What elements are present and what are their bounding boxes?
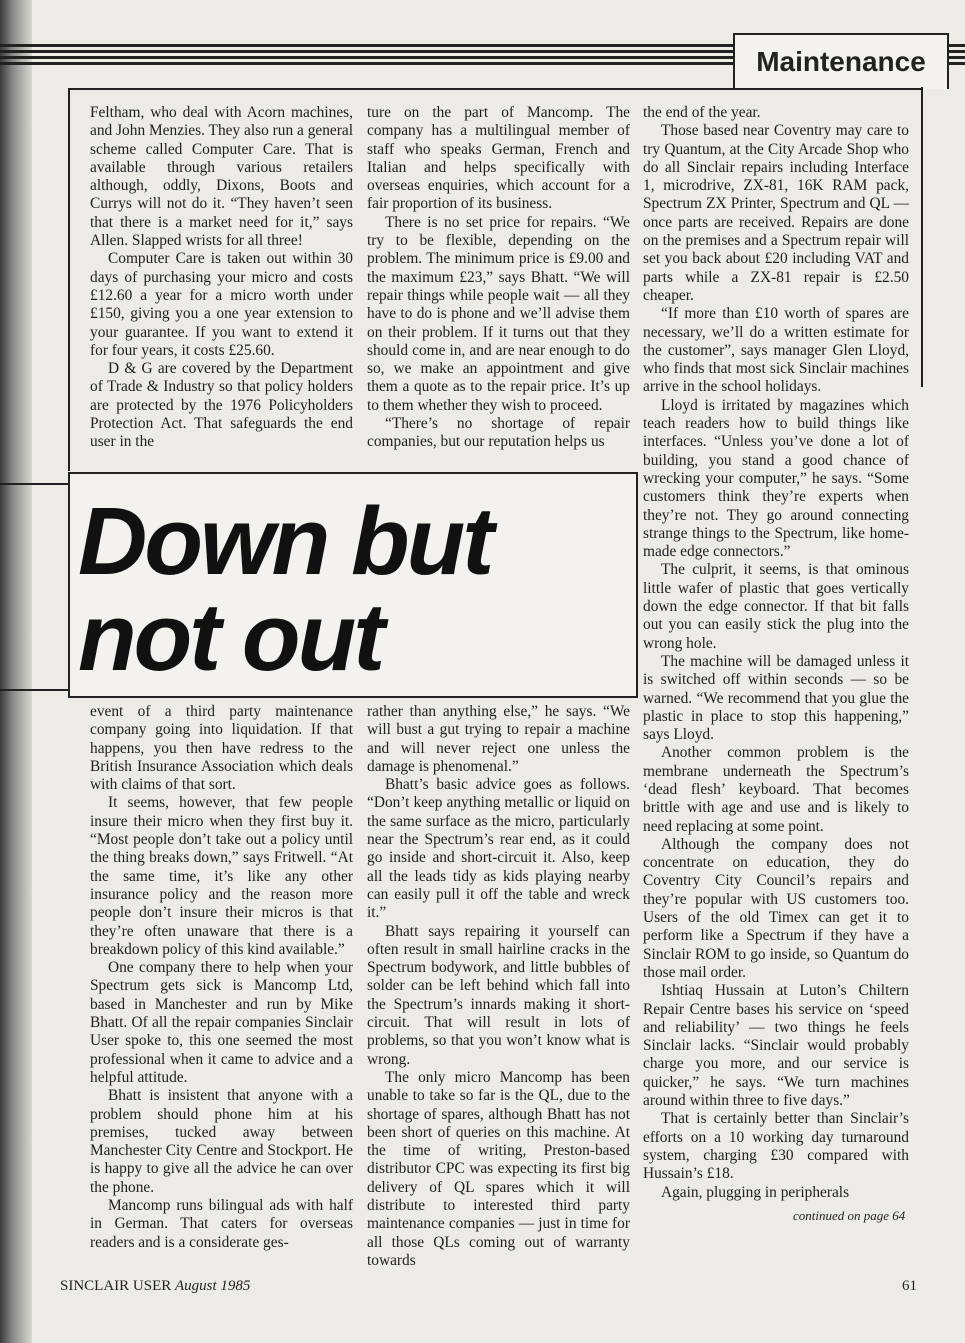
issue-date: August 1985	[175, 1278, 251, 1294]
paragraph: There is no set price for repairs. “We try to be flexible, depending on the problem. The minimum price is £9.00 and the maximum £23,” says Bhatt. “We will repair things while people wait — all they have to do is phone and we’ll advise them on their problem. If it turns out that they should come in, and are near enough to do so, we make an appointment and give them a quote as to the repair price. It’s up to them whether they wish to proceed.	[367, 213, 630, 414]
right-column	[643, 104, 909, 1202]
paragraph: “If more than £10 worth of spares are necessary, we’ll do a written estimate for the customer”, says manager Glen Lloyd, who finds that most sick Sinclair machines arrive in the school holidays.	[643, 305, 909, 396]
paragraph: D & G are covered by the Department of Trade & Industry so that policy holders are protected by the 1976 Policyholders Protection Act. That safeguards the end user in the	[90, 360, 353, 451]
paragraph: “There’s no shortage of repair companies, but our reputation helps us	[367, 415, 630, 451]
paragraph: Again, plugging in peripherals	[661, 1183, 850, 1201]
continued-note: continued on page 64	[793, 1208, 906, 1223]
paragraph: Bhatt says repairing it yourself can often result in small hairline cracks in the Spectrum bodywork, and little bubbles of solder can be left behind which fall into the Spectrum’s innards making it short-circuit. That will result in lots of problems, so that you won’t know what is wrong.	[367, 922, 630, 1068]
bottom-column-1	[90, 703, 353, 1252]
headline-rule-bottom	[0, 689, 70, 691]
paragraph: ture on the part of Mancomp. The company has a multilingual member of staff who speaks German, French and Italian and helps specifically with overseas enquiries, which account for a fair proportion of its business.	[367, 104, 630, 213]
paragraph: The machine will be damaged unless it is switched off within seconds — so be warned. “We recommend that you glue the plastic in place to stop this happening,” says Lloyd.	[643, 652, 909, 744]
paragraph: One company there to help when your Spectrum gets sick is Mancomp Ltd, based in Manchester and run by Mike Bhatt. Of all the repair companies Sinclair User spoke to, this one seemed the most professional when it came to advice and a helpful attitude.	[90, 959, 353, 1086]
bottom-column-2	[367, 703, 630, 1270]
footer-magazine	[60, 1278, 250, 1295]
headline-line-2: not out	[78, 584, 383, 691]
paragraph: Although the company does not concentrate on education, they do Coventry City Council’s repairs and they’re popular with US customers too. Users of the old Timex can get it to perform like a Spectrum if they have a Sinclair ROM to go inside, so Quantum do those mail order.	[643, 835, 909, 981]
headline-line-1: Down but	[78, 488, 492, 595]
section-tab	[733, 33, 949, 89]
paragraph: Ishtiaq Hussain at Luton’s Chiltern Repair Centre bases his service on ‘speed and reliability’ — two things he feels Sinclair lacks. “Sinclair would probably charge you more, and our service is quicker,” he says. “We turn machines around within three to five days.”	[643, 982, 909, 1110]
page-spine-shadow	[0, 0, 32, 1343]
paragraph: Bhatt’s basic advice goes as follows. “Don’t keep anything metallic or liquid on the same surface as the micro, particularly near the Spectrum’s rear end, as it could go inside and short-circuit it. Also, keep all the leads tidy as kids playing nearby can easily pull it off the table and wreck it.”	[367, 776, 630, 922]
top-column-1	[90, 104, 353, 452]
paragraph: the end of the year.	[643, 104, 761, 121]
header-rules	[0, 44, 740, 72]
paragraph: That is certainly better than Sinclair’s efforts on a 10 working day turnaround system, charging £30 compared with Hussain’s £18.	[643, 1110, 909, 1183]
column-rule-right	[921, 87, 923, 387]
article-box-top	[68, 88, 921, 90]
top-column-2	[367, 104, 630, 452]
page-number: 61	[902, 1278, 917, 1294]
paragraph: Computer Care is taken out within 30 days of purchasing your micro and costs £12.60 a year for a micro worth under £150, giving you a one year extension to your guarantee. If you want to extend it for four years, it costs £25.60.	[90, 250, 353, 359]
paragraph: Another common problem is the membrane underneath the Spectrum’s ‘dead flesh’ keyboard. That becomes brittle with age and use and is likely to need replacing at some point.	[643, 744, 909, 835]
headline-box	[68, 472, 638, 698]
headline-rule-top	[0, 483, 70, 485]
paragraph: event of a third party maintenance company going into liquidation. If that happens, you then have redress to the British Insurance Association which deals with claims of that sort.	[90, 703, 353, 794]
paragraph: Lloyd is irritated by magazines which teach readers how to build things like interfaces. “Unless you’ve done a lot of building, you stand a good chance of wrecking your computer,” he says. “Some customers think they’re experts when they’re not. They go around connecting strange things to the Spectrum, like home-made edge connectors.”	[643, 396, 909, 561]
paragraph: It seems, however, that few people insure their micro when they first buy it. “Most people don’t take out a policy until the thing breaks down,” says Fritwell. “At the same time, it’s like any other insurance policy and the reason more people don’t insure their micros is that they’re often unaware that there is a breakdown policy of this kind available.”	[90, 794, 353, 958]
section-title: Maintenance	[756, 46, 926, 77]
paragraph: Feltham, who deal with Acorn machines, and John Menzies. They also run a general scheme called Computer Care. That is available through various retailers although, oddly, Dixons, Boots and Currys will not do it. “They haven’t seen that there is a market need for it,” says Allen. Slapped wrists for all three!	[90, 104, 353, 250]
header-rules-right	[947, 44, 965, 72]
paragraph: The culprit, it seems, is that ominous little wafer of plastic that goes vertically down the edge connector. If that bit falls out you can easily stick the plug into the wrong hole.	[643, 561, 909, 652]
paragraph: rather than anything else,” he says. “We will bust a gut trying to repair a machine and will never reject one unless the damage is phenomenal.”	[367, 703, 630, 775]
paragraph: Those based near Coventry may care to try Quantum, at the City Arcade Shop who do all Sinclair repairs including Interface 1, microdrive, ZX-81, 16K RAM pack, Spectrum ZX Printer, Spectrum and QL — once parts are received. Repairs are done on the premises and a Spectrum repair will set you back about £20 including VAT and parts while a ZX-81 repair is £2.50 cheaper.	[643, 122, 909, 304]
article-box-left	[68, 88, 70, 471]
paragraph: The only micro Mancomp has been unable to take so far is the QL, due to the shortage of spares, although Bhatt has not been short of queries on this machine. At the time of writing, Preston-based distributor CPC was expecting its first big delivery of QL spares which it will distribute to interested third party maintenance companies — just in time for all those QLs coming out of warranty towards	[367, 1068, 630, 1269]
magazine-name: SINCLAIR USER	[60, 1278, 172, 1294]
paragraph: Mancomp runs bilingual ads with half in German. That caters for overseas readers and is a considerate ges-	[90, 1197, 353, 1251]
paragraph: Bhatt is insistent that anyone with a problem should phone him at his premises, tucked away between Manchester City Centre and Stockport. He is happy to give all the advice he can over the phone.	[90, 1087, 353, 1196]
